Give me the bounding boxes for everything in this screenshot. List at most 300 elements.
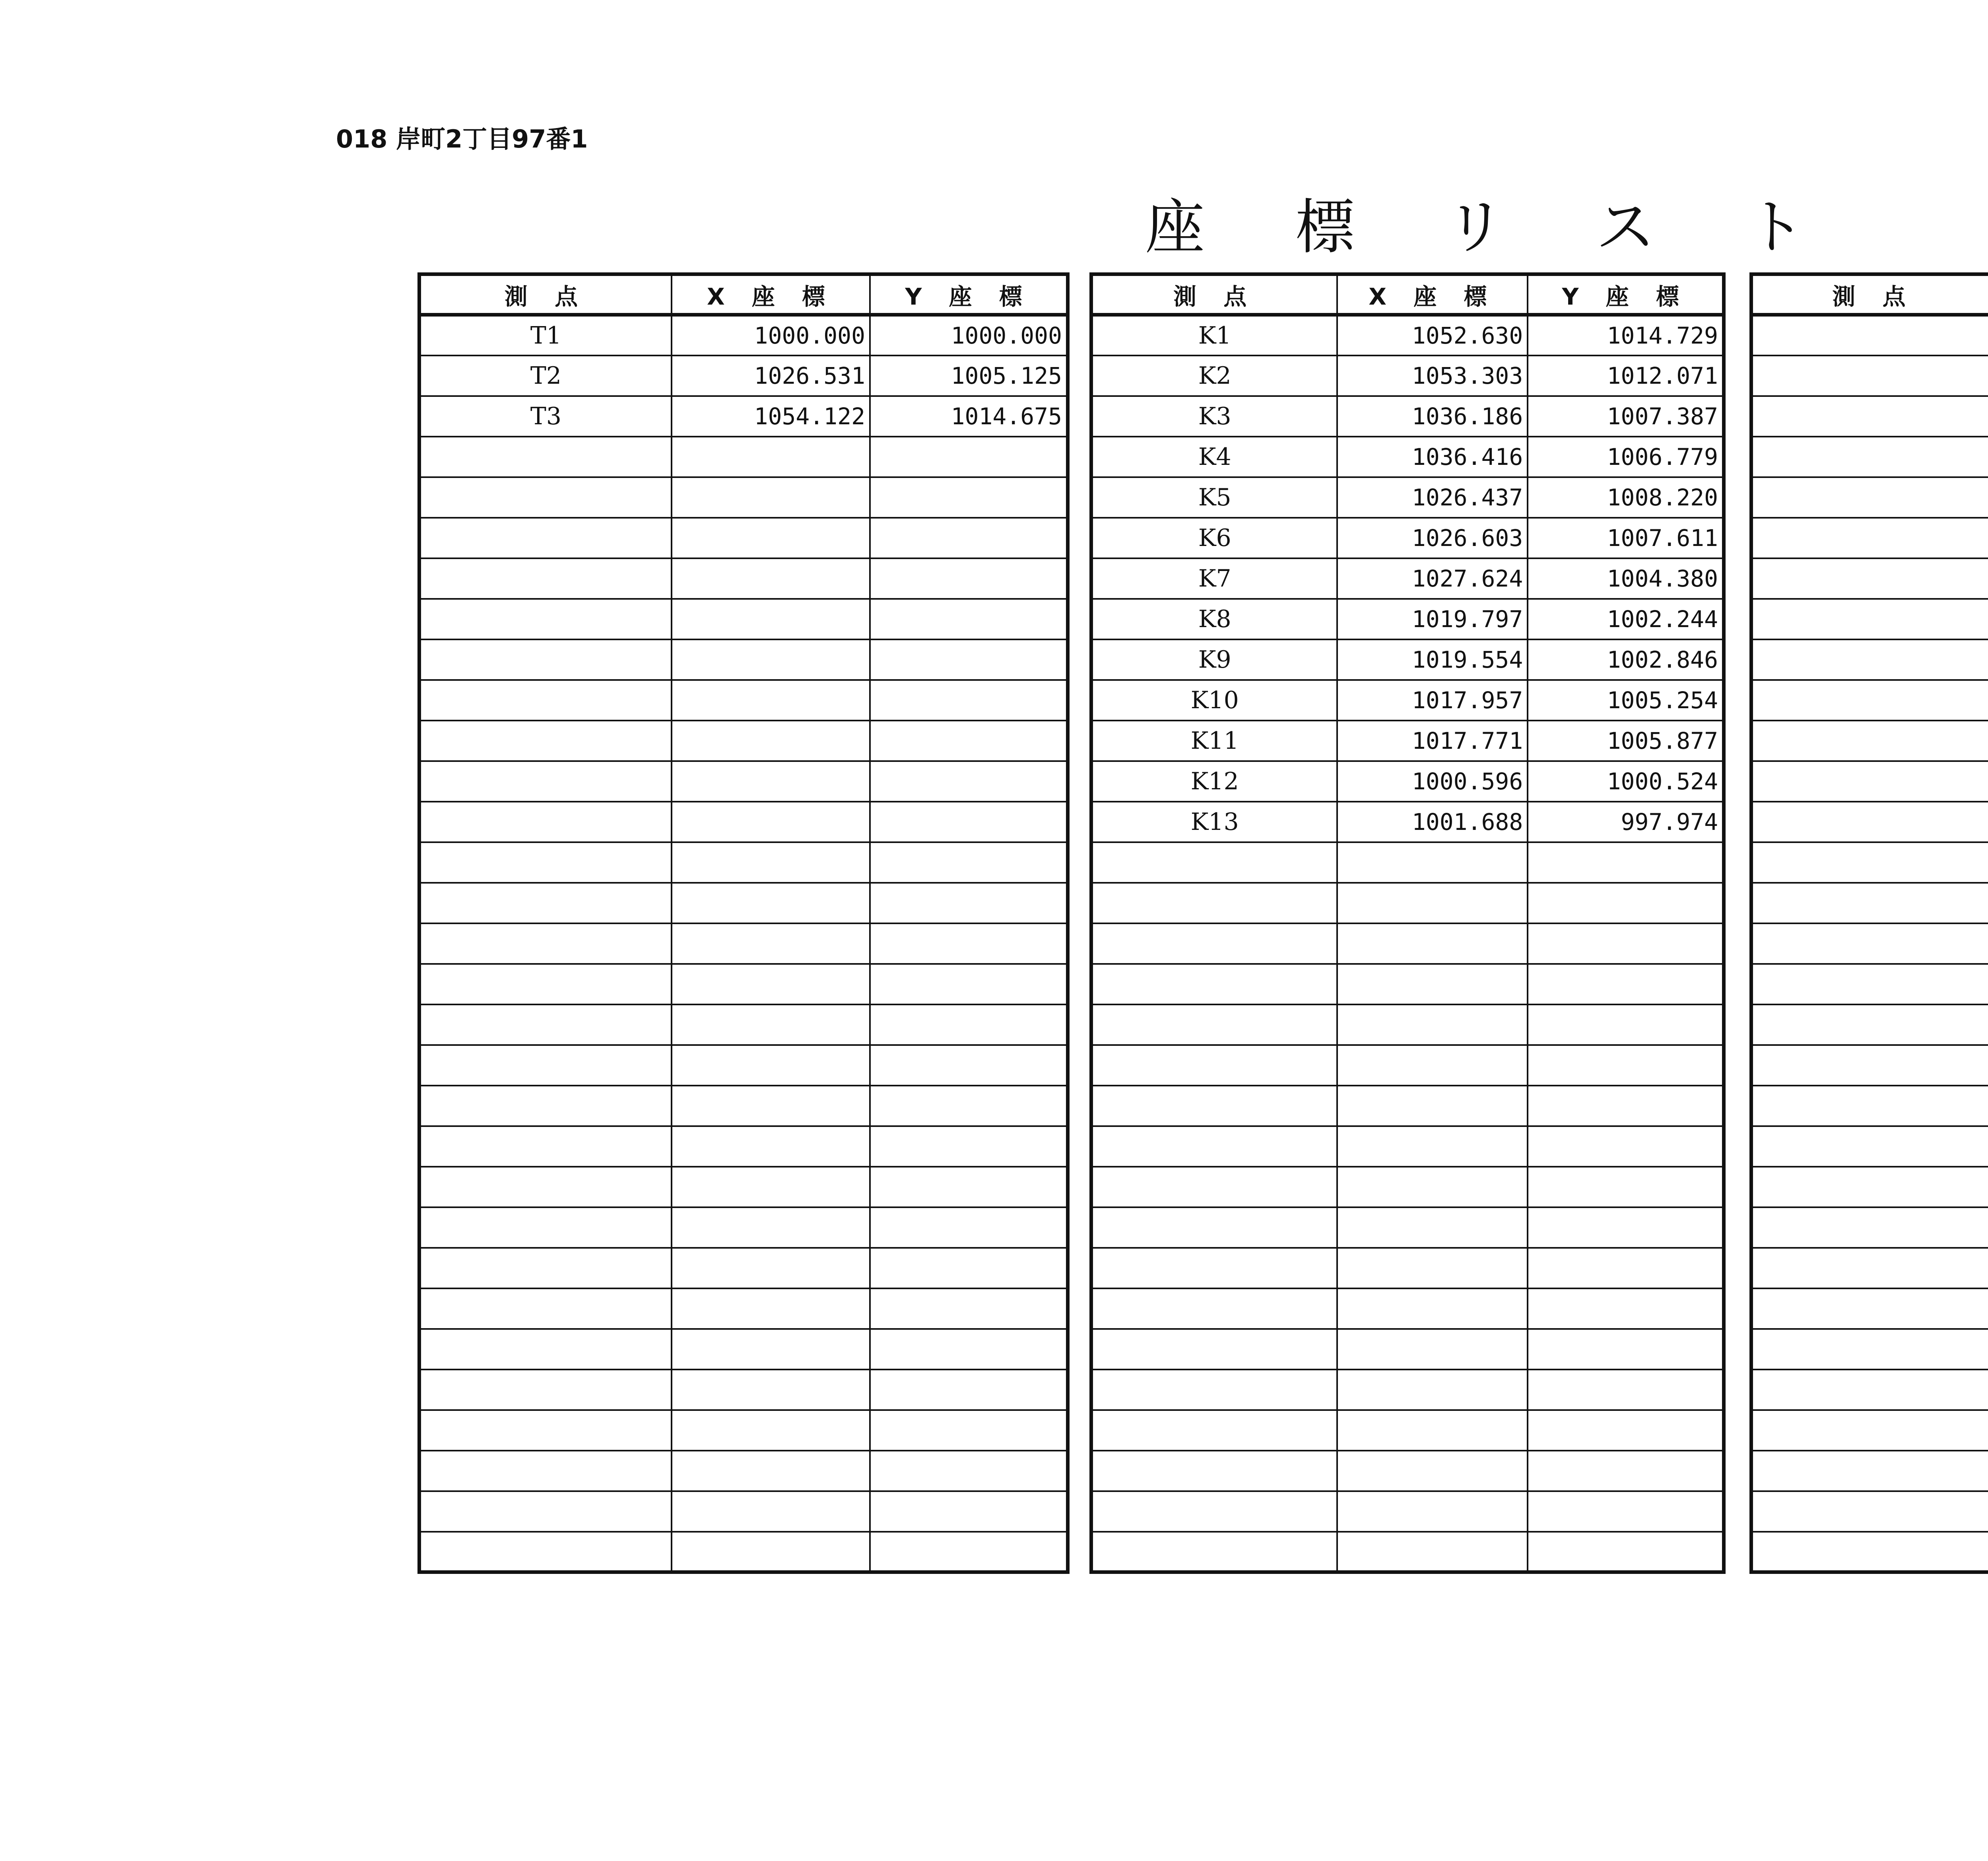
- x-coordinate-cell: [672, 883, 870, 923]
- table-row: [1091, 883, 1724, 923]
- y-coordinate-cell: 1014.675: [870, 396, 1068, 437]
- y-coordinate-cell: [1528, 1288, 1724, 1329]
- point-cell: [1751, 1410, 1988, 1451]
- table-row: [1091, 1248, 1724, 1288]
- coordinate-table-3: [1749, 272, 1988, 1574]
- point-cell: [419, 1248, 672, 1288]
- table-row: [1091, 437, 1724, 477]
- x-coordinate-cell: [672, 1370, 870, 1410]
- table-row: [1751, 964, 1988, 1004]
- x-coordinate-cell: 1026.531: [672, 355, 870, 396]
- table-row: [1091, 1370, 1724, 1410]
- table-row: [1091, 802, 1724, 842]
- table-row: [1751, 396, 1988, 437]
- point-cell: [1751, 802, 1988, 842]
- y-coordinate-cell: [870, 437, 1068, 477]
- table-row: [419, 355, 1068, 396]
- document-id: 018 岸町2丁目97番1: [336, 124, 588, 153]
- table-row: [1751, 1329, 1988, 1370]
- table-row: [419, 1329, 1068, 1370]
- x-coordinate-cell: [1337, 1167, 1528, 1207]
- y-coordinate-cell: [870, 964, 1068, 1004]
- coordinate-table-1: [417, 272, 1070, 1574]
- x-coordinate-cell: [672, 761, 870, 802]
- point-cell: [1091, 923, 1338, 964]
- y-coordinate-cell: 1004.380: [1528, 558, 1724, 599]
- table-row: [1091, 680, 1724, 721]
- point-cell: [1751, 680, 1988, 721]
- point-cell: K11: [1091, 721, 1338, 761]
- y-coordinate-cell: [1528, 883, 1724, 923]
- table-header-row: [1751, 274, 1988, 315]
- x-coordinate-cell: [672, 558, 870, 599]
- table-row: [1751, 1126, 1988, 1167]
- table-row: [419, 599, 1068, 639]
- point-cell: K9: [1091, 639, 1338, 680]
- x-coordinate-cell: 1036.186: [1337, 396, 1528, 437]
- point-cell: [1091, 1248, 1338, 1288]
- table-row: [1091, 1410, 1724, 1451]
- point-cell: [419, 518, 672, 558]
- x-coordinate-cell: 1001.688: [1337, 802, 1528, 842]
- point-cell: [419, 1126, 672, 1167]
- point-cell: [419, 437, 672, 477]
- x-coordinate-cell: 1026.603: [1337, 518, 1528, 558]
- y-coordinate-cell: 1005.877: [1528, 721, 1724, 761]
- x-coordinate-cell: [672, 680, 870, 721]
- x-coordinate-cell: [672, 802, 870, 842]
- point-cell: [419, 1532, 672, 1572]
- table-row: [1751, 315, 1988, 355]
- table-row: [1751, 1410, 1988, 1451]
- column-header-point: 測 点: [419, 274, 672, 315]
- x-coordinate-cell: [672, 437, 870, 477]
- point-cell: K6: [1091, 518, 1338, 558]
- table-row: [419, 518, 1068, 558]
- point-cell: [419, 964, 672, 1004]
- y-coordinate-cell: 997.974: [1528, 802, 1724, 842]
- table-row: [1091, 477, 1724, 518]
- table-row: [1091, 1288, 1724, 1329]
- point-cell: [1751, 355, 1988, 396]
- point-cell: K12: [1091, 761, 1338, 802]
- table-row: [1091, 761, 1724, 802]
- table-row: [1091, 1126, 1724, 1167]
- y-coordinate-cell: [870, 1248, 1068, 1288]
- point-cell: [419, 599, 672, 639]
- point-cell: T3: [419, 396, 672, 437]
- table-row: [1751, 1532, 1988, 1572]
- y-coordinate-cell: [1528, 1248, 1724, 1288]
- point-cell: [419, 883, 672, 923]
- point-cell: [1091, 1207, 1338, 1248]
- table-row: [1091, 355, 1724, 396]
- point-cell: [419, 802, 672, 842]
- y-coordinate-cell: [870, 599, 1068, 639]
- y-coordinate-cell: [1528, 1451, 1724, 1491]
- point-cell: [419, 1086, 672, 1126]
- y-coordinate-cell: 1002.846: [1528, 639, 1724, 680]
- y-coordinate-cell: [870, 1370, 1068, 1410]
- table-row: [419, 477, 1068, 518]
- table-row: [419, 1370, 1068, 1410]
- table-row: [419, 1086, 1068, 1126]
- point-cell: [419, 558, 672, 599]
- x-coordinate-cell: [1337, 1329, 1528, 1370]
- x-coordinate-cell: [672, 1491, 870, 1532]
- table-row: [1751, 842, 1988, 883]
- y-coordinate-cell: 1005.125: [870, 355, 1068, 396]
- x-coordinate-cell: [672, 1086, 870, 1126]
- y-coordinate-cell: 1005.254: [1528, 680, 1724, 721]
- table-row: [419, 1248, 1068, 1288]
- table-row: [419, 396, 1068, 437]
- x-coordinate-cell: 1019.554: [1337, 639, 1528, 680]
- point-cell: K8: [1091, 599, 1338, 639]
- y-coordinate-cell: [870, 680, 1068, 721]
- table-row: [1091, 1451, 1724, 1491]
- table-row: [1091, 558, 1724, 599]
- y-coordinate-cell: [870, 1004, 1068, 1045]
- table-row: [1751, 1167, 1988, 1207]
- x-coordinate-cell: [1337, 1491, 1528, 1532]
- point-cell: K13: [1091, 802, 1338, 842]
- x-coordinate-cell: [1337, 1004, 1528, 1045]
- y-coordinate-cell: 1012.071: [1528, 355, 1724, 396]
- point-cell: [1091, 883, 1338, 923]
- table-row: [1091, 842, 1724, 883]
- y-coordinate-cell: [1528, 1086, 1724, 1126]
- table-row: [1091, 964, 1724, 1004]
- y-coordinate-cell: [870, 1207, 1068, 1248]
- x-coordinate-cell: [672, 964, 870, 1004]
- table-row: [419, 558, 1068, 599]
- x-coordinate-cell: [1337, 1451, 1528, 1491]
- table-row: [419, 639, 1068, 680]
- table-row: [1751, 761, 1988, 802]
- x-coordinate-cell: [1337, 1126, 1528, 1167]
- point-cell: [1751, 1045, 1988, 1086]
- point-cell: [1751, 518, 1988, 558]
- y-coordinate-cell: [1528, 1532, 1724, 1572]
- point-cell: [1091, 1045, 1338, 1086]
- table-row: [1751, 639, 1988, 680]
- point-cell: [1751, 1491, 1988, 1532]
- y-coordinate-cell: 1000.000: [870, 315, 1068, 355]
- column-header-point: 測 点: [1091, 274, 1338, 315]
- x-coordinate-cell: 1026.437: [1337, 477, 1528, 518]
- point-cell: [1751, 721, 1988, 761]
- table-row: [1751, 680, 1988, 721]
- x-coordinate-cell: [672, 1004, 870, 1045]
- table-row: [1091, 1207, 1724, 1248]
- table-row: [419, 1004, 1068, 1045]
- y-coordinate-cell: [870, 1329, 1068, 1370]
- point-cell: T2: [419, 355, 672, 396]
- y-coordinate-cell: [1528, 1207, 1724, 1248]
- x-coordinate-cell: [1337, 1532, 1528, 1572]
- x-coordinate-cell: [1337, 842, 1528, 883]
- table-row: [1751, 1004, 1988, 1045]
- point-cell: [1751, 639, 1988, 680]
- y-coordinate-cell: [870, 558, 1068, 599]
- point-cell: [1091, 964, 1338, 1004]
- point-cell: [1091, 1410, 1338, 1451]
- y-coordinate-cell: 1014.729: [1528, 315, 1724, 355]
- point-cell: [1091, 1329, 1338, 1370]
- column-header-x: X 座 標: [672, 274, 870, 315]
- x-coordinate-cell: [1337, 964, 1528, 1004]
- x-coordinate-cell: 1000.596: [1337, 761, 1528, 802]
- table-row: [419, 680, 1068, 721]
- point-cell: [419, 923, 672, 964]
- x-coordinate-cell: [672, 1207, 870, 1248]
- table-row: [1751, 518, 1988, 558]
- table-row: [419, 883, 1068, 923]
- x-coordinate-cell: [672, 639, 870, 680]
- y-coordinate-cell: [1528, 964, 1724, 1004]
- x-coordinate-cell: 1027.624: [1337, 558, 1528, 599]
- x-coordinate-cell: [672, 599, 870, 639]
- x-coordinate-cell: [672, 923, 870, 964]
- table-row: [1091, 396, 1724, 437]
- y-coordinate-cell: 1006.779: [1528, 437, 1724, 477]
- table-row: [419, 1207, 1068, 1248]
- table-row: [1751, 437, 1988, 477]
- table-row: [1751, 355, 1988, 396]
- x-coordinate-cell: [672, 721, 870, 761]
- table-header-row: [1091, 274, 1724, 315]
- point-cell: K1: [1091, 315, 1338, 355]
- point-cell: K4: [1091, 437, 1338, 477]
- y-coordinate-cell: [870, 802, 1068, 842]
- x-coordinate-cell: 1054.122: [672, 396, 870, 437]
- table-row: [1751, 1370, 1988, 1410]
- y-coordinate-cell: [870, 477, 1068, 518]
- point-cell: [1751, 558, 1988, 599]
- point-cell: [1091, 1004, 1338, 1045]
- x-coordinate-cell: 1017.957: [1337, 680, 1528, 721]
- point-cell: [1091, 1086, 1338, 1126]
- x-coordinate-cell: 1036.416: [1337, 437, 1528, 477]
- point-cell: [1091, 1126, 1338, 1167]
- y-coordinate-cell: [1528, 1491, 1724, 1532]
- y-coordinate-cell: [870, 1167, 1068, 1207]
- table-row: [419, 1126, 1068, 1167]
- table-row: [1751, 1248, 1988, 1288]
- x-coordinate-cell: [672, 1045, 870, 1086]
- table-row: [1091, 315, 1724, 355]
- y-coordinate-cell: [870, 842, 1068, 883]
- y-coordinate-cell: [870, 1086, 1068, 1126]
- point-cell: [419, 1004, 672, 1045]
- point-cell: [1091, 1532, 1338, 1572]
- y-coordinate-cell: [870, 1126, 1068, 1167]
- point-cell: [1751, 1086, 1988, 1126]
- table-row: [1751, 721, 1988, 761]
- table-row: [1751, 1288, 1988, 1329]
- x-coordinate-cell: 1000.000: [672, 315, 870, 355]
- table-row: [1751, 1451, 1988, 1491]
- point-cell: [419, 721, 672, 761]
- table-row: [419, 1045, 1068, 1086]
- y-coordinate-cell: 1002.244: [1528, 599, 1724, 639]
- point-cell: K5: [1091, 477, 1338, 518]
- table-row: [1751, 802, 1988, 842]
- y-coordinate-cell: [1528, 1167, 1724, 1207]
- table-row: [1751, 883, 1988, 923]
- y-coordinate-cell: [1528, 923, 1724, 964]
- table-row: [1091, 1167, 1724, 1207]
- x-coordinate-cell: [672, 1288, 870, 1329]
- point-cell: [419, 639, 672, 680]
- point-cell: [1751, 964, 1988, 1004]
- table-body: [1751, 315, 1988, 1572]
- point-cell: T1: [419, 315, 672, 355]
- x-coordinate-cell: [1337, 1045, 1528, 1086]
- y-coordinate-cell: [870, 1491, 1068, 1532]
- point-cell: [419, 1491, 672, 1532]
- x-coordinate-cell: [1337, 1248, 1528, 1288]
- point-cell: [1751, 1532, 1988, 1572]
- column-header-y: Y 座 標: [870, 274, 1068, 315]
- point-cell: [1751, 437, 1988, 477]
- x-coordinate-cell: 1052.630: [1337, 315, 1528, 355]
- table-row: [1751, 1207, 1988, 1248]
- point-cell: [1751, 477, 1988, 518]
- point-cell: [419, 1410, 672, 1451]
- table-row: [1091, 721, 1724, 761]
- point-cell: [1751, 396, 1988, 437]
- y-coordinate-cell: [1528, 1329, 1724, 1370]
- y-coordinate-cell: 1008.220: [1528, 477, 1724, 518]
- table-row: [1091, 1086, 1724, 1126]
- table-row: [419, 1491, 1068, 1532]
- table-row: [1091, 1004, 1724, 1045]
- point-cell: K3: [1091, 396, 1338, 437]
- point-cell: [419, 1045, 672, 1086]
- point-cell: [419, 1167, 672, 1207]
- table-row: [419, 1410, 1068, 1451]
- point-cell: [1751, 1248, 1988, 1288]
- table-row: [419, 1451, 1068, 1491]
- table-row: [419, 1288, 1068, 1329]
- table-row: [419, 315, 1068, 355]
- x-coordinate-cell: [672, 1248, 870, 1288]
- column-header-x: X 座 標: [1337, 274, 1528, 315]
- y-coordinate-cell: [1528, 1410, 1724, 1451]
- table-row: [1091, 1329, 1724, 1370]
- point-cell: [1751, 761, 1988, 802]
- x-coordinate-cell: 1017.771: [1337, 721, 1528, 761]
- point-cell: [1751, 1207, 1988, 1248]
- x-coordinate-cell: [1337, 1410, 1528, 1451]
- y-coordinate-cell: [1528, 1045, 1724, 1086]
- table-row: [1091, 639, 1724, 680]
- point-cell: [1751, 1126, 1988, 1167]
- table-body: [1091, 315, 1724, 1572]
- y-coordinate-cell: [870, 1045, 1068, 1086]
- x-coordinate-cell: [1337, 1086, 1528, 1126]
- point-cell: [1751, 842, 1988, 883]
- y-coordinate-cell: [870, 1288, 1068, 1329]
- y-coordinate-cell: [1528, 842, 1724, 883]
- x-coordinate-cell: 1053.303: [1337, 355, 1528, 396]
- table-row: [1751, 558, 1988, 599]
- table-body: [419, 315, 1068, 1572]
- point-cell: [419, 1451, 672, 1491]
- y-coordinate-cell: [870, 639, 1068, 680]
- x-coordinate-cell: [672, 1532, 870, 1572]
- table-row: [419, 761, 1068, 802]
- x-coordinate-cell: [1337, 923, 1528, 964]
- x-coordinate-cell: [672, 1167, 870, 1207]
- point-cell: [1751, 1288, 1988, 1329]
- y-coordinate-cell: [870, 721, 1068, 761]
- point-cell: [1751, 315, 1988, 355]
- table-header-row: [419, 274, 1068, 315]
- point-cell: [1091, 842, 1338, 883]
- table-row: [419, 1532, 1068, 1572]
- column-header-point: 測 点: [1751, 274, 1988, 315]
- point-cell: [419, 842, 672, 883]
- y-coordinate-cell: [1528, 1004, 1724, 1045]
- table-row: [1751, 599, 1988, 639]
- table-row: [419, 802, 1068, 842]
- x-coordinate-cell: [1337, 1207, 1528, 1248]
- y-coordinate-cell: 1007.387: [1528, 396, 1724, 437]
- point-cell: [1751, 883, 1988, 923]
- y-coordinate-cell: [870, 1532, 1068, 1572]
- point-cell: [1091, 1451, 1338, 1491]
- x-coordinate-cell: [672, 1329, 870, 1370]
- point-cell: [419, 1207, 672, 1248]
- x-coordinate-cell: 1019.797: [1337, 599, 1528, 639]
- point-cell: [419, 680, 672, 721]
- x-coordinate-cell: [672, 477, 870, 518]
- table-row: [1751, 923, 1988, 964]
- x-coordinate-cell: [672, 1451, 870, 1491]
- point-cell: [1751, 1329, 1988, 1370]
- point-cell: [1751, 1167, 1988, 1207]
- y-coordinate-cell: [870, 883, 1068, 923]
- point-cell: K10: [1091, 680, 1338, 721]
- coordinate-table-2: [1089, 272, 1726, 1574]
- table-row: [1091, 1532, 1724, 1572]
- table-row: [419, 842, 1068, 883]
- point-cell: [419, 1329, 672, 1370]
- point-cell: [1091, 1370, 1338, 1410]
- y-coordinate-cell: [870, 1410, 1068, 1451]
- point-cell: [419, 1288, 672, 1329]
- x-coordinate-cell: [672, 518, 870, 558]
- point-cell: [1091, 1167, 1338, 1207]
- y-coordinate-cell: 1000.524: [1528, 761, 1724, 802]
- x-coordinate-cell: [672, 1410, 870, 1451]
- table-row: [1751, 1045, 1988, 1086]
- y-coordinate-cell: [870, 761, 1068, 802]
- point-cell: [1751, 923, 1988, 964]
- y-coordinate-cell: [1528, 1370, 1724, 1410]
- table-row: [1091, 599, 1724, 639]
- table-row: [419, 437, 1068, 477]
- column-header-y: Y 座 標: [1528, 274, 1724, 315]
- table-row: [1091, 923, 1724, 964]
- y-coordinate-cell: [1528, 1126, 1724, 1167]
- table-row: [419, 1167, 1068, 1207]
- table-row: [419, 964, 1068, 1004]
- point-cell: [419, 1370, 672, 1410]
